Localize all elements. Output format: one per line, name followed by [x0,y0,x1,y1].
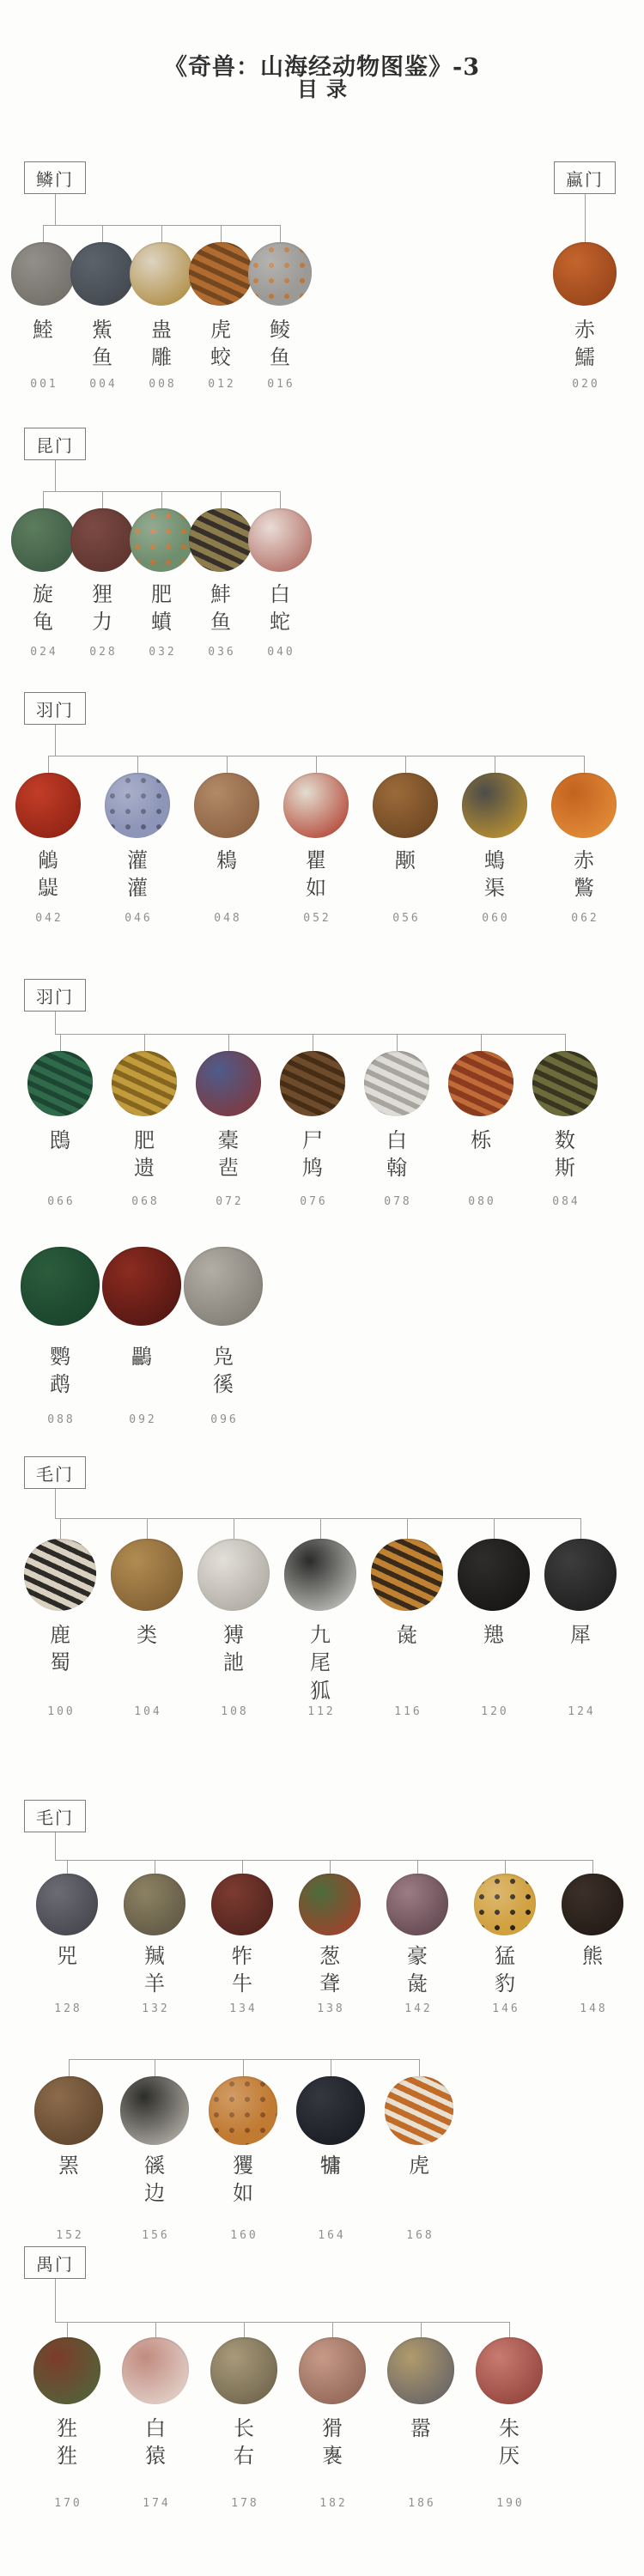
section-box-yu-men-2 [24,979,86,1012]
page-number: 024 [30,646,58,659]
page-number: 174 [143,2497,171,2510]
lu-fish-icon [11,242,75,306]
creature-name: 嚣 [410,2416,431,2440]
creature-name: 白猿 [145,2416,166,2469]
section-label-mao-men-2: 毛门 [36,1807,74,1828]
creature-name: 䰷鱼 [210,582,231,635]
boyi-icon [197,1539,270,1611]
page-number: 178 [231,2497,259,2510]
zhu-bird-icon [194,773,259,838]
connector-rail [55,1034,566,1035]
creature-name: 罴 [58,2154,79,2178]
connector-rail [55,1860,593,1861]
baihan-icon [364,1051,429,1116]
page-number: 148 [580,2002,608,2015]
creature-name: 豀边 [144,2154,165,2206]
creature-name: 𪁺𪂿 [38,848,58,901]
zhi-icon [371,1539,443,1611]
page-number: 076 [300,1195,328,1208]
page-number: 112 [307,1705,336,1718]
creature-name: 虎蛟 [210,318,231,370]
page-number: 156 [142,2229,170,2242]
creature-name: 葱聋 [319,1944,340,1996]
page-number: 160 [230,2229,258,2242]
section-box-mao-men-2 [24,1800,86,1832]
creature-name: 㸲牛 [232,1944,252,1996]
tuqu-icon [462,773,527,838]
creature-name: 颙 [395,848,416,872]
xingxing-icon [33,2337,100,2404]
page-number: 020 [572,378,600,391]
page-number: 168 [406,2229,434,2242]
page-number: 134 [229,2002,258,2015]
page-number: 056 [392,912,421,925]
section-label-yu-men-ape: 禺门 [36,2253,74,2275]
creature-name: 鯥 [33,318,53,342]
huahuai-icon [299,2337,366,2404]
creature-name: 赤鷩 [574,848,594,901]
page-number: 124 [568,1705,596,1718]
section-box-yu-men-1 [24,692,86,725]
connector-rail [55,2322,510,2323]
mengbao-icon [474,1874,536,1935]
creature-name: 鸓 [131,1345,152,1369]
gudiao-icon [130,242,193,306]
creature-name: 羬羊 [144,1944,165,1996]
creature-name: 长右 [234,2416,254,2469]
section-box-mao-men-1 [24,1456,86,1489]
creature-name: 白蛇 [270,582,290,635]
page-number: 132 [142,2002,170,2015]
feiwei-bird-icon [112,1051,177,1116]
connector-stem [55,460,56,491]
creature-name: 鮆鱼 [92,318,112,370]
creature-name: 蛊雕 [151,318,172,370]
connector-stem [585,194,586,247]
page-number: 088 [47,1413,76,1426]
page-number: 004 [89,378,118,391]
page-number: 096 [210,1413,239,1426]
changyou-icon [210,2337,277,2404]
creature-name: 猾褢 [322,2416,343,2469]
section-label-yu-men-1: 羽门 [36,699,74,720]
ciyu-icon [70,242,134,306]
section-label-yu-men-2: 羽门 [36,986,74,1007]
quru-icon [283,773,349,838]
toc-heading: 目录 [297,76,355,101]
page-number: 016 [267,378,295,391]
creature-name: 灌灌 [127,848,148,901]
page-number: 190 [496,2497,525,2510]
page-number: 170 [54,2497,82,2510]
page-number: 052 [303,912,331,925]
creature-name: 虎 [409,2154,429,2178]
lei-bird-icon [102,1247,181,1326]
jiuweihu-icon [284,1539,356,1611]
page-number: 164 [318,2229,346,2242]
page-number: 012 [208,378,236,391]
xibian-icon [120,2076,189,2145]
xuangui-icon [11,508,75,572]
connector-stem [55,2279,56,2322]
changfu-icon [15,773,81,838]
hujiao-icon [189,242,252,306]
page-number: 100 [47,1705,76,1718]
page-number: 104 [134,1705,162,1718]
connector-stem [55,1012,56,1034]
page-number: 032 [149,646,177,659]
creature-name: 白翰 [386,1128,407,1181]
page-number: 152 [56,2229,84,2242]
page-number: 046 [125,912,153,925]
creature-name: 豪彘 [407,1944,428,1996]
baishe-icon [248,508,312,572]
creature-name: 鹿蜀 [50,1623,70,1675]
shusi-icon [532,1051,598,1116]
jueru-icon [209,2076,277,2145]
lili-icon [70,508,134,572]
haozhi-icon [386,1874,448,1935]
creature-name: 鹦鹉 [50,1345,70,1397]
yingwu-icon [21,1247,100,1326]
creature-name: 犀 [570,1623,591,1647]
page-number: 146 [492,2002,520,2015]
creature-name: 尸鸠 [302,1128,323,1181]
page-number: 040 [267,646,295,659]
page-number: 080 [468,1195,496,1208]
connector-stem [55,194,56,225]
baiyuan-icon [122,2337,189,2404]
page-number: 048 [214,912,242,925]
yong-icon [373,773,438,838]
creature-name: 狌狌 [57,2416,77,2469]
creature-name: 熊 [582,1944,603,1968]
li-bird-icon [448,1051,513,1116]
page-number: 138 [317,2002,345,2015]
pi-icon [34,2076,103,2145]
page-number: 072 [216,1195,244,1208]
bangyu-icon [189,508,252,572]
section-label-lin-men: 鳞门 [36,168,74,190]
creature-name: 赤鱬 [574,318,595,370]
page-number: 008 [149,378,177,391]
connector-stem [55,725,56,756]
page-number: 028 [89,646,118,659]
creature-name: 兕 [57,1944,77,1968]
connector-rail [69,2059,420,2060]
page-number: 186 [408,2497,436,2510]
page-number: 084 [552,1195,580,1208]
min-bird-icon [27,1051,93,1116]
chibi-icon [551,773,617,838]
section-label-luo-men: 蠃门 [566,168,604,190]
creature-name: 类 [137,1623,157,1647]
creature-name: 肥遗 [134,1128,155,1181]
page-number: 092 [129,1413,157,1426]
page-number: 068 [131,1195,160,1208]
page-number: 062 [571,912,599,925]
page-number: 120 [481,1705,509,1718]
section-box-lin-men [24,161,86,194]
creature-name: 猼訑 [223,1623,244,1675]
xi-icon [544,1539,617,1611]
creature-name: 䳋渠 [484,848,505,901]
connector-stem [55,1489,56,1518]
xiong-icon [562,1874,623,1935]
tuofei-icon [196,1051,261,1116]
creature-name: 九尾狐 [310,1623,331,1703]
section-label-kun-men: 昆门 [36,434,74,456]
chiru-icon [553,242,617,306]
creature-name: 䍺 [483,1623,504,1647]
lei-beast-icon [111,1539,183,1611]
page-number: 128 [54,2002,82,2015]
lingyu-icon [248,242,312,306]
shijiu-icon [280,1051,345,1116]
section-box-kun-men [24,428,86,460]
page-number: 066 [47,1195,76,1208]
lushu-icon [24,1539,96,1611]
page-number: 042 [35,912,64,925]
hu-icon [385,2076,453,2145]
guanguan-icon [105,773,170,838]
creature-name: 数斯 [555,1128,575,1181]
huan-icon [458,1539,530,1611]
fuxi-icon [184,1247,263,1326]
creature-name: 朱厌 [499,2416,519,2469]
page-number: 001 [30,378,58,391]
si-icon [36,1874,98,1935]
connector-stem [55,1832,56,1860]
creature-name: 旋龟 [33,582,53,635]
section-box-luo-men [554,161,616,194]
creature-name: 肥蟦 [151,582,172,635]
book-title: 《奇兽：山海经动物图鉴》-3 [164,54,480,82]
conglong-icon [299,1874,361,1935]
creature-name: 狸力 [92,582,112,635]
section-box-yu-men-ape [24,2246,86,2279]
creature-name: 鴸 [216,848,237,872]
page-number: 142 [404,2002,433,2015]
page-number: 036 [208,646,236,659]
creature-name: 鲮鱼 [270,318,290,370]
qianyang-icon [124,1874,185,1935]
connector-rail [55,1518,581,1519]
creature-name: 凫徯 [213,1345,234,1397]
xiao-icon [387,2337,454,2404]
creature-name: 𤛑 [320,2154,341,2178]
creature-name: 彘 [397,1623,417,1647]
creature-name: 瞿如 [306,848,326,901]
creature-name: 鴖 [50,1128,70,1152]
creature-name: 橐𩇯 [218,1128,239,1181]
feiwei-snake-icon [130,508,193,572]
creature-name: 玃如 [233,2154,253,2206]
page-number: 182 [319,2497,348,2510]
section-label-mao-men-1: 毛门 [36,1463,74,1485]
page-number: 116 [394,1705,422,1718]
page-number: 108 [221,1705,249,1718]
creature-name: 猛豹 [495,1944,515,1996]
zuoniu-icon [211,1874,273,1935]
zhuyan-icon [476,2337,543,2404]
creature-name: 栎 [471,1128,491,1152]
page-number: 060 [482,912,510,925]
minniu-icon [296,2076,365,2145]
page-number: 078 [384,1195,412,1208]
